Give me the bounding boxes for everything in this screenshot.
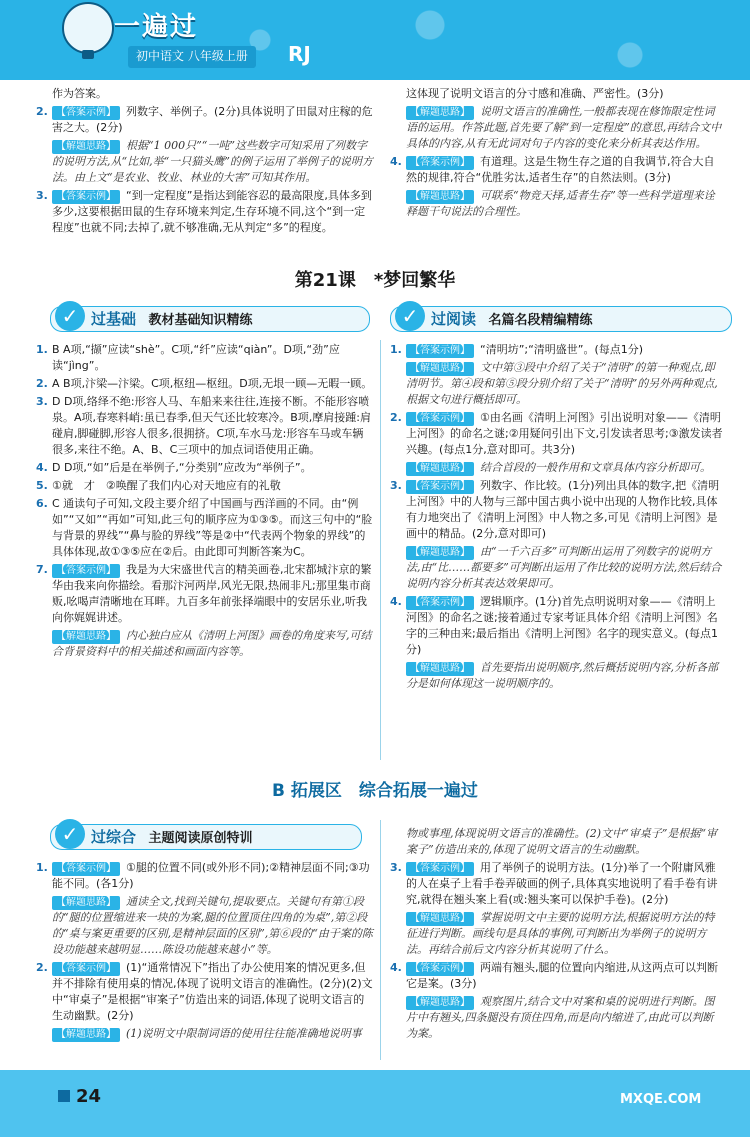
answer-text: 列数字、作比较。(1分)列出具体的数字,把《清明上河图》中的人物与三部中国古典小说中出现的人物作比较,具体有力地突出了《清明上河图》中人物之多,可见《清明上河图》是画中的精品。(2分,意对即可) <box>406 479 720 540</box>
header-decoration <box>230 0 750 80</box>
check-icon: ✓ <box>55 301 85 331</box>
answer-tag: 【解题思路】 <box>52 896 120 910</box>
answer-tag: 【答案示例】 <box>406 596 474 610</box>
answer-tag: 【解题思路】 <box>52 1028 120 1042</box>
answer-text: 列数字、举例子。(2分)具体说明了田鼠对庄稼的危害之大。(2分) <box>52 105 373 134</box>
book-subtitle: 初中语文 八年级上册 <box>128 46 256 68</box>
answer-text: 根据“1 000只”“一吨”这些数字可知采用了列数字的说明方法,从“比如,举“一只猫头鹰”的例子运用了举例子的说明方法。由上文“是农业、牧业、林业的大害”可知其作用。 <box>52 139 373 184</box>
answer-item <box>388 86 724 102</box>
answer-item <box>388 860 724 908</box>
answer-item <box>388 104 724 152</box>
item-number: 3. <box>390 479 402 492</box>
top-left-column <box>34 84 374 238</box>
answer-text: 通读全文,找到关键句,提取要点。关键句有第①段的“腿的位置缩进来一块的为案,腿的位置顶住四角的为桌”,第②段的“桌与案更重要的区别,是精神层面的区别”,第⑥段的“由于案的陈设功能越来越明显……陈设功能越来越小”等。 <box>52 895 373 956</box>
answer-text: 由“一千六百多”可判断出运用了列数字的说明方法,由“比……都要多”可判断出运用了作比较的说明方法,然后结合说明内容分析其表达效果即可。 <box>406 545 722 590</box>
banner-desc: 主题阅读原创特训 <box>148 831 253 846</box>
bottom-right-column <box>388 824 724 1044</box>
answer-text: 说明文语言的准确性,一般都表现在修饰限定性词语的运用。作答此题,首先要了解“到一定程度”的意思,再结合文中具体的内容,从有无此词对句子内容的变化来分析其表达作用。 <box>406 105 722 150</box>
item-number: 2. <box>36 961 48 974</box>
answer-item <box>388 544 724 592</box>
answer-text: D D项,络绎不绝:形容人马、车船来来往往,连接不断。不能形容喷泉。A项,春寒料峭:虽已春季,但天气还比较寒冷。B项,摩肩接踵:肩碰肩,脚碰脚,形容人很多,很拥挤。C项,车水马龙:形容车马或车辆很多,来往不绝。A、B、C三项中的加点词语使用正确。 <box>52 395 371 456</box>
answer-tag: 【答案示例】 <box>406 962 474 976</box>
answer-text: 两端有翘头,腿的位置向内缩进,从这两点可以判断它是案。(3分) <box>406 961 718 990</box>
item-number: 5. <box>36 479 48 492</box>
answer-item <box>34 86 374 102</box>
answer-text: D D项,“如”后是在举例子,“分类别”应改为“举例子”。 <box>52 461 312 474</box>
item-number: 4. <box>36 461 48 474</box>
answer-text: 作为答案。 <box>52 87 107 100</box>
column-divider <box>380 340 381 760</box>
answer-tag: 【答案示例】 <box>52 190 120 204</box>
answer-item <box>34 460 374 476</box>
mid-right-column <box>388 340 724 694</box>
answer-text: “到一定程度”是指达到能容忍的最高限度,具体多到多少,这要根据田鼠的生存环境来判定,生存环境不同,这个“到一定程度”也就不同;去掉了,就不够准确,无从判定“多”的程度。 <box>52 189 372 234</box>
answer-text: 文中第③段中介绍了关于“清明”的第一种观点,即清明节。第④段和第⑤段分别介绍了关于“清明”的另外两种观点,根据文句进行概括即可。 <box>406 361 718 406</box>
answer-text: B A项,“撷”应读“shè”。C项,“纤”应读“qiàn”。D项,“劲”应读“jìng”。 <box>52 343 340 372</box>
answer-item <box>34 138 374 186</box>
answer-item <box>388 478 724 542</box>
answer-item <box>34 188 374 236</box>
answer-text: 逻辑顺序。(1分)首先点明说明对象——《清明上河图》的命名之谜;接着通过专家考证具体介绍《清明上河图》名字的三种由来;最后指出《清明上河图》名字的现实意义。(每点1分) <box>406 595 718 656</box>
item-number: 4. <box>390 961 402 974</box>
answer-item <box>34 496 374 560</box>
banner-desc: 名篇名段精编精练 <box>488 313 593 328</box>
item-number: 7. <box>36 563 48 576</box>
answer-item <box>34 478 374 494</box>
answer-tag: 【答案示例】 <box>52 862 120 876</box>
answer-text: 内心独白应从《清明上河图》画卷的角度来写,可结合背景资料中的相关描述和画面内容等。 <box>52 629 372 658</box>
answer-tag: 【答案示例】 <box>52 564 120 578</box>
answer-tag: 【解题思路】 <box>406 546 474 560</box>
answer-text: 物或事理,体现说明文语言的准确性。(2)文中“审桌子”是根据“审案子”仿造出来的,体现了说明文语言的生动幽默。 <box>406 827 717 856</box>
item-number: 2. <box>36 105 48 118</box>
answer-text: “清明坊”;“清明盛世”。(每点1分) <box>480 343 644 356</box>
answer-item <box>34 104 374 136</box>
brand-title: 一遍过 <box>114 12 199 42</box>
answer-text: 结合首段的一般作用和文章具体内容分析即可。 <box>480 461 711 474</box>
answer-item <box>34 342 374 374</box>
answer-text: ①由名画《清明上河图》引出说明对象——《清明上河图》的命名之谜;②用疑问引出下文,引发读者思考;③激发读者兴趣。(每点1分,意对即可。共3分) <box>406 411 723 456</box>
column-divider <box>380 820 381 1060</box>
answer-tag: 【答案示例】 <box>52 962 120 976</box>
answer-item <box>34 1026 374 1042</box>
banner-basics <box>50 306 370 332</box>
answer-text: ①腿的位置不同(或外形不同);②精神层面不同;③功能不同。(各1分) <box>52 861 370 890</box>
answer-text: A B项,汴梁—汴梁。C项,枢纽—枢纽。D项,无垠一顾—无暇一顾。 <box>52 377 373 390</box>
answer-text: (1)“通常情况下”指出了办公使用案的情况更多,但并不排除有使用桌的情况,体现了说明文语言的准确性。(2分)(2)文中“审桌子”是根据“审案子”仿造出来的词语,体现了说明文语言的生动幽默。(2分) <box>52 961 373 1022</box>
answer-text: 可联系“物竞天择,适者生存”等一些科学道理来诠释题干句说法的合理性。 <box>406 189 715 218</box>
answer-item <box>388 410 724 458</box>
answer-item <box>388 188 724 220</box>
answer-item <box>388 360 724 408</box>
answer-item <box>388 660 724 692</box>
answer-tag: 【解题思路】 <box>406 106 474 120</box>
answer-tag: 【答案示例】 <box>406 344 474 358</box>
answer-tag: 【答案示例】 <box>52 106 120 120</box>
answer-item <box>34 960 374 1024</box>
mid-left-column <box>34 340 374 662</box>
item-number: 1. <box>36 343 48 356</box>
answer-item <box>34 894 374 958</box>
answer-item <box>388 826 724 858</box>
answer-item <box>34 394 374 458</box>
answer-tag: 【解题思路】 <box>52 140 120 154</box>
item-number: 1. <box>390 343 402 356</box>
answer-item <box>388 994 724 1042</box>
bottom-left-column <box>34 858 374 1044</box>
answer-tag: 【答案示例】 <box>406 862 474 876</box>
item-number: 4. <box>390 155 402 168</box>
item-number: 6. <box>36 497 48 510</box>
answer-item <box>388 154 724 186</box>
answer-item <box>34 628 374 660</box>
answer-tag: 【解题思路】 <box>406 190 474 204</box>
item-number: 2. <box>36 377 48 390</box>
answer-text: C 通读句子可知,文段主要介绍了中国画与西洋画的不同。由“例如”“又如”“再如”可知,此三句的顺序应为①③⑤。而这三句中的“脸与背景的界线”“鼻与脸的界线”等是②中“代表两个物象的界线”的具体体现,故①③⑤应在②后。由此即可判断答案为C。 <box>52 497 373 558</box>
answer-item <box>34 562 374 626</box>
banner-title: 过基础 <box>91 310 137 328</box>
item-number: 4. <box>390 595 402 608</box>
page-square-icon <box>58 1090 70 1102</box>
answer-item <box>388 910 724 958</box>
watermark: MXQE.COM <box>620 1092 702 1107</box>
banner-reading <box>390 306 732 332</box>
answer-text: (1)说明文中限制词语的使用往往能准确地说明事 <box>126 1027 362 1040</box>
answer-text: 有道理。这是生物生存之道的自我调节,符合大自然的规律,符合“优胜劣汰,适者生存”的自然法则。(3分) <box>406 155 715 184</box>
check-icon: ✓ <box>395 301 425 331</box>
item-number: 1. <box>36 861 48 874</box>
answer-item <box>388 342 724 358</box>
section-b-title: B 拓展区 综合拓展一遍过 <box>272 781 478 801</box>
answer-tag: 【解题思路】 <box>406 462 474 476</box>
answer-item <box>34 860 374 892</box>
answer-text: 这体现了说明文语言的分寸感和准确、严密性。(3分) <box>406 87 664 100</box>
answer-tag: 【答案示例】 <box>406 412 474 426</box>
answer-text: 首先要指出说明顺序,然后概括说明内容,分析各部分是如何体现这一说明顺序的。 <box>406 661 718 690</box>
edition-label: RJ <box>288 42 311 66</box>
answer-tag: 【答案示例】 <box>406 480 474 494</box>
page-number: 24 <box>76 1086 102 1107</box>
banner-comprehensive <box>50 824 362 850</box>
answer-tag: 【解题思路】 <box>406 912 474 926</box>
answer-text: 我是为大宋盛世代言的精美画卷,北宋都城汴京的繁华由我来向你描绘。看那汴河两岸,风光无限,热闹非凡;那里集市商贩,吆喝声清晰地在耳畔。九百多年前张择端眼中的安居乐业,听我向你娓娓讲述。 <box>52 563 372 624</box>
balloon-logo-icon <box>62 2 114 54</box>
item-number: 2. <box>390 411 402 424</box>
answer-text: 用了举例子的说明方法。(1分)举了一个附庸风雅的人在桌子上看手卷弄破画的例子,具体真实地说明了看手卷有讲究,就得在翘头案上看(或:翘头案可以保护手卷)。(2分) <box>406 861 718 906</box>
banner-title: 过综合 <box>91 828 137 846</box>
answer-tag: 【解题思路】 <box>406 362 474 376</box>
header <box>0 0 750 80</box>
answer-tag: 【解题思路】 <box>52 630 120 644</box>
check-icon: ✓ <box>55 819 85 849</box>
answer-text: ①就 才 ②唤醒了我们内心对天地应有的礼敬 <box>52 479 281 492</box>
answer-tag: 【解题思路】 <box>406 662 474 676</box>
answer-item <box>34 376 374 392</box>
answer-item <box>388 960 724 992</box>
answer-tag: 【答案示例】 <box>406 156 474 170</box>
answer-item <box>388 460 724 476</box>
answer-item <box>388 594 724 658</box>
top-right-column <box>388 84 724 222</box>
answer-text: 掌握说明文中主要的说明方法,根据说明方法的特征进行判断。画线句是具体的事例,可判断出为举例子的说明方法。再结合前后文内容分析其说明了什么。 <box>406 911 715 956</box>
lesson-title: 第21课 *梦回繁华 <box>294 270 456 291</box>
item-number: 3. <box>390 861 402 874</box>
answer-tag: 【解题思路】 <box>406 996 474 1010</box>
banner-desc: 教材基础知识精练 <box>148 313 253 328</box>
item-number: 3. <box>36 395 48 408</box>
banner-title: 过阅读 <box>431 310 477 328</box>
answer-text: 观察图片,结合文中对案和桌的说明进行判断。图片中有翘头,四条腿没有顶住四角,而是向内缩进了,由此可以判断为案。 <box>406 995 715 1040</box>
item-number: 3. <box>36 189 48 202</box>
